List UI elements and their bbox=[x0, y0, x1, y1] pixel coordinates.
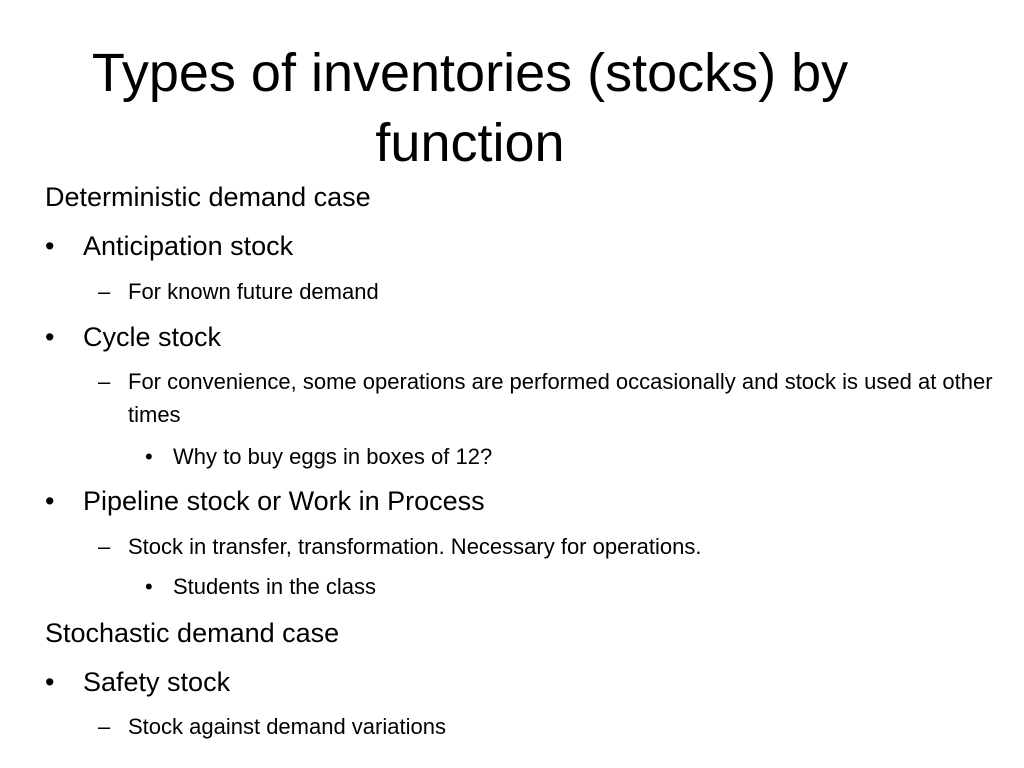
sub-item-text: For known future demand bbox=[128, 279, 379, 304]
bullet-text: Anticipation stock bbox=[83, 231, 294, 261]
bullet-icon: • bbox=[145, 444, 153, 469]
bullet-icon: • bbox=[45, 486, 55, 516]
section-heading-deterministic bbox=[45, 180, 371, 214]
bullet-text: Cycle stock bbox=[83, 322, 222, 352]
dash-icon: – bbox=[98, 369, 111, 394]
bullet-icon: • bbox=[45, 667, 55, 697]
slide-title: Types of inventories (stocks) by function bbox=[91, 43, 849, 173]
bullet-text: Safety stock bbox=[83, 667, 231, 697]
section-heading-stochastic bbox=[45, 616, 339, 650]
sub-item-text: Stock against demand variations bbox=[128, 714, 446, 739]
sub-item-text: Stock in transfer, transformation. Necessary for operations. bbox=[128, 534, 702, 559]
dash-icon: – bbox=[98, 279, 111, 304]
section-heading-text: Deterministic demand case bbox=[45, 182, 371, 212]
dash-icon: – bbox=[98, 714, 111, 739]
sub-sub-item-text: Why to buy eggs in boxes of 12? bbox=[173, 444, 493, 469]
bullet-icon: • bbox=[45, 231, 55, 261]
sub-sub-item-text: Students in the class bbox=[173, 574, 377, 599]
bullet-icon: • bbox=[145, 574, 153, 599]
bullet-icon: • bbox=[45, 322, 55, 352]
bullet-text: Pipeline stock or Work in Process bbox=[83, 486, 485, 516]
sub-item-text: For convenience, some operations are performed occasionally and stock is used at other times bbox=[128, 369, 993, 427]
dash-icon: – bbox=[98, 534, 111, 559]
section-heading-text: Stochastic demand case bbox=[45, 618, 340, 648]
